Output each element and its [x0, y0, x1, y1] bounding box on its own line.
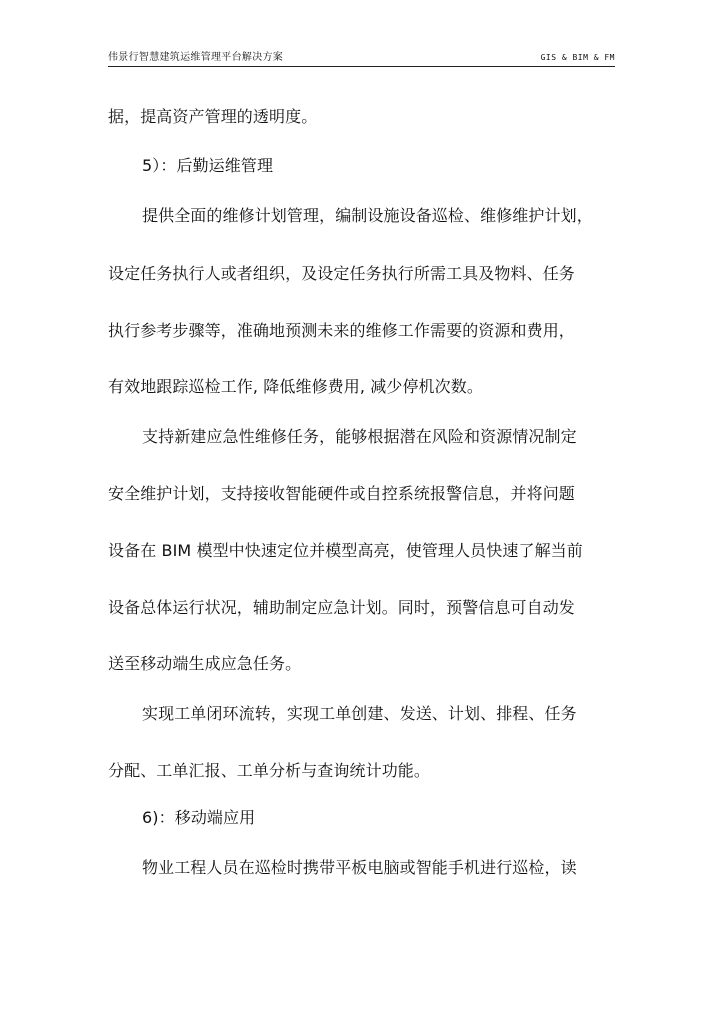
- paragraph-line: 安全维护计划，支持接收智能硬件或自控系统报警信息，并将问题: [108, 484, 575, 503]
- paragraph-line: 执行参考步骤等，准确地预测未来的维修工作需要的资源和费用，: [108, 321, 575, 340]
- paragraph-line: 有效地跟踪巡检工作, 降低维修费用, 减少停机次数。: [108, 377, 483, 396]
- paragraph-line: 提供全面的维修计划管理，编制设施设备巡检、维修维护计划，: [142, 206, 593, 225]
- paragraph-line: 物业工程人员在巡检时携带平板电脑或智能手机进行巡检，读: [142, 858, 577, 877]
- header-title: 伟景行智慧建筑运维管理平台解决方案: [108, 52, 284, 63]
- paragraph-line: 送至移动端生成应急任务。: [108, 654, 302, 673]
- paragraph-line: 设备总体运行状况，辅助制定应急计划。同时，预警信息可自动发: [108, 598, 575, 617]
- paragraph-line: 支持新建应急性维修任务，能够根据潜在风险和资源情况制定: [142, 427, 577, 446]
- paragraph-line: 实现工单闭环流转，实现工单创建、发送、计划、排程、任务: [142, 704, 577, 723]
- header-tag: GIS & BIM & FM: [540, 53, 615, 62]
- page-header: [108, 52, 615, 67]
- section-heading-5: 5）：后勤运维管理: [142, 156, 274, 175]
- section-heading-6: 6)：移动端应用: [142, 808, 256, 827]
- paragraph-line: 分配、工单汇报、工单分析与查询统计功能。: [108, 761, 431, 780]
- paragraph-line: 设备在 BIM 模型中快速定位并模型高亮，使管理人员快速了解当前: [108, 541, 583, 560]
- paragraph-line: 设定任务执行人或者组织，及设定任务执行所需工具及物料、任务: [108, 264, 575, 283]
- paragraph-line: 据，提高资产管理的透明度。: [108, 107, 318, 126]
